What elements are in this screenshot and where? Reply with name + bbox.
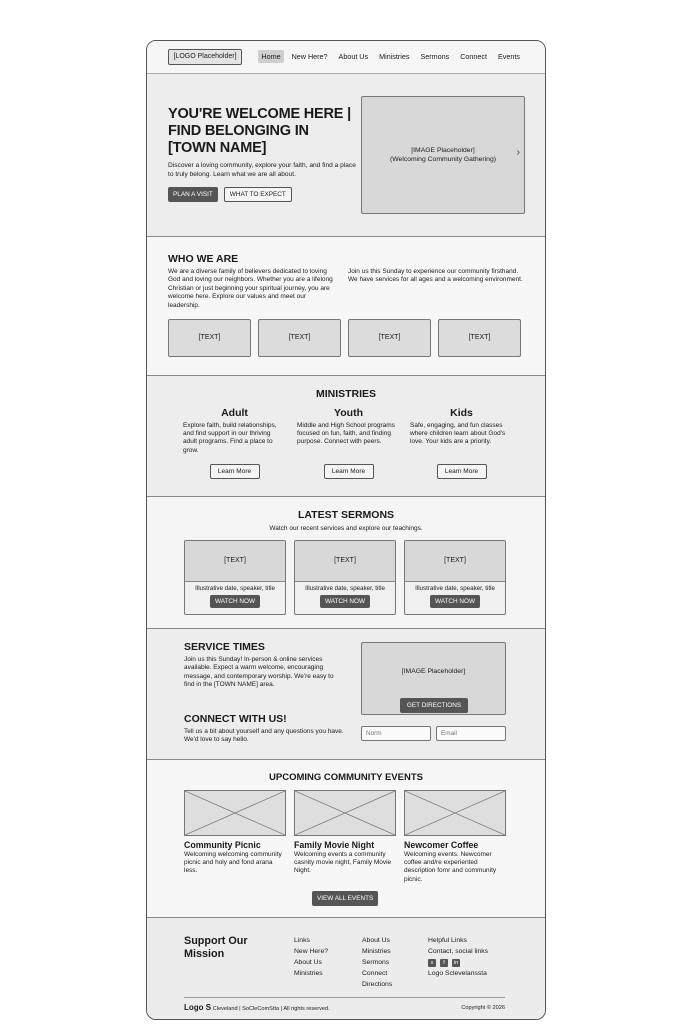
footer-copyright: Copyright © 2026 bbox=[461, 1005, 505, 1011]
sermon-card bbox=[184, 540, 286, 615]
facebook-icon[interactable]: f bbox=[440, 959, 448, 967]
ministry-description: Middle and High School programs focused on fun, faith, and finding purpose. Connect with peers. bbox=[297, 422, 395, 446]
footer-link[interactable]: New Here? bbox=[294, 948, 328, 955]
main-nav bbox=[258, 50, 523, 63]
sermon-card bbox=[294, 540, 396, 615]
service-times-title: SERVICE TIMES bbox=[184, 641, 265, 653]
learn-more-button[interactable]: Learn More bbox=[324, 464, 374, 479]
nav-new-here[interactable]: New Here? bbox=[291, 52, 328, 61]
footer-divider bbox=[184, 997, 505, 998]
text-box: [TEXT] bbox=[348, 319, 431, 357]
footer-link[interactable]: Sermons bbox=[362, 959, 390, 966]
event-name[interactable]: Newcomer Coffee bbox=[404, 840, 479, 850]
text-box: [TEXT] bbox=[168, 319, 251, 357]
helpful-links-heading: Helpful Links bbox=[428, 937, 467, 944]
site-header bbox=[147, 41, 545, 74]
footer-link[interactable]: Connect bbox=[362, 970, 388, 977]
service-connect-section bbox=[147, 629, 545, 760]
learn-more-button[interactable]: Learn More bbox=[210, 464, 260, 479]
events-section bbox=[147, 760, 545, 918]
plan-visit-button[interactable]: PLAN A VISIT bbox=[168, 187, 218, 202]
footer-link[interactable]: About Us bbox=[362, 937, 390, 944]
ministry-description: Explore faith, build relationships, and find support in our thriving adult programs. Find a place to grow. bbox=[183, 422, 277, 454]
nav-sermons[interactable]: Sermons bbox=[420, 52, 450, 61]
events-title: UPCOMING COMMUNITY EVENTS bbox=[269, 772, 423, 783]
service-times-text: Join us this Sunday! In-person & online services available. Expect a warm welcome, encouraging message, and contemporary worship. We're easy to find in the [TOWN NAME] area. bbox=[184, 656, 334, 688]
nav-events[interactable]: Events bbox=[498, 52, 520, 61]
ministries-section bbox=[147, 376, 545, 497]
who-we-are-title: WHO WE ARE bbox=[168, 253, 239, 265]
contact-social-link[interactable]: Contact, social links bbox=[428, 948, 489, 955]
ministry-description: Safe, engaging, and fun classes where children learn about God's love. Your kids are a priority. bbox=[410, 422, 506, 446]
who-we-are-boxes bbox=[168, 319, 521, 357]
footer-bottom-left bbox=[184, 1003, 330, 1012]
watch-now-button[interactable]: WATCH NOW bbox=[430, 595, 480, 608]
ministry-name: Adult bbox=[221, 407, 248, 419]
watch-now-button[interactable]: WATCH NOW bbox=[320, 595, 370, 608]
footer-links-heading: Links bbox=[294, 937, 310, 944]
what-to-expect-button[interactable]: WHAT TO EXPECT bbox=[224, 187, 292, 202]
watch-now-button[interactable]: WATCH NOW bbox=[210, 595, 260, 608]
connect-title: CONNECT WITH US! bbox=[184, 713, 287, 725]
email-input[interactable] bbox=[436, 726, 506, 741]
sermons-section bbox=[147, 497, 545, 629]
footer-logo: Logo S bbox=[184, 1003, 212, 1012]
linkedin-icon[interactable]: in bbox=[453, 960, 459, 966]
sermon-card bbox=[404, 540, 506, 615]
text-box: [TEXT] bbox=[438, 319, 521, 357]
image-placeholder-icon[interactable] bbox=[404, 790, 506, 836]
footer-legal: Cleveland | SoCleComStta | All rights reserved. bbox=[212, 1006, 330, 1012]
ministry-adult bbox=[183, 407, 286, 479]
footer-link[interactable]: About Us bbox=[294, 959, 322, 966]
footer-links-col-2 bbox=[362, 935, 392, 990]
sermon-meta: Illustrative date, speaker, title bbox=[415, 585, 495, 592]
ministry-youth bbox=[297, 407, 400, 479]
nav-connect[interactable]: Connect bbox=[460, 52, 488, 61]
footer-link[interactable]: Ministries bbox=[362, 948, 391, 955]
event-name[interactable]: Family Movie Night bbox=[294, 840, 375, 850]
text-box: [TEXT] bbox=[258, 319, 341, 357]
view-all-events-button[interactable]: VIEW ALL EVENTS bbox=[312, 891, 378, 906]
learn-more-button[interactable]: Learn More bbox=[437, 464, 487, 479]
social-icons bbox=[428, 959, 488, 967]
site-footer bbox=[147, 918, 545, 1020]
event-name[interactable]: Community Picnic bbox=[184, 840, 261, 850]
event-description: Welcoming events a community casnity movie night, Family Movie Night. bbox=[294, 851, 392, 875]
service-image-caption: [IMAGE Placeholder] bbox=[401, 668, 466, 675]
hero-description: Discover a loving community, explore your faith, and find a place to truly belong. Learn what we are all about. bbox=[168, 162, 356, 178]
ministry-kids bbox=[410, 407, 513, 479]
who-we-are-text-2: Join us this Sunday to experience our community firsthand. We have services for all ages and a welcoming environment. bbox=[348, 268, 523, 284]
footer-link[interactable]: Directions bbox=[362, 981, 393, 988]
event-card bbox=[184, 790, 286, 884]
chevron-right-icon[interactable]: › bbox=[516, 147, 520, 158]
hero-image-caption: [IMAGE Placeholder] (Welcoming Community Gathering) bbox=[389, 147, 496, 163]
image-placeholder-icon[interactable] bbox=[184, 790, 286, 836]
event-description: Welcoming welcoming community picnic and holy and fond arana less. bbox=[184, 851, 282, 875]
connect-text: Tell us a bit about yourself and any questions you have. We'd love to say hello. bbox=[184, 728, 344, 744]
sermon-meta: Illustrative date, speaker, title bbox=[195, 585, 275, 592]
sermons-title: LATEST SERMONS bbox=[297, 509, 395, 521]
event-card bbox=[294, 790, 396, 884]
hero-buttons bbox=[168, 187, 292, 202]
footer-logo-text: Logo Sclevelanssta bbox=[428, 970, 487, 977]
who-we-are-text-1: We are a diverse family of believers dedicated to loving God and loving our neighbors. Whether you are a lifelong Christian or just beginning your spiritual journey, you are welcome here. Explore our values and meet our leadership. bbox=[168, 268, 333, 309]
sermons-subtitle: Watch our recent services and explore our teachings. bbox=[269, 525, 423, 532]
sermon-cards bbox=[184, 540, 506, 615]
event-card bbox=[404, 790, 506, 884]
get-directions-button[interactable]: GET DIRECTIONS bbox=[400, 698, 468, 713]
ministries-title: MINISTRIES bbox=[315, 388, 377, 400]
hero-section bbox=[147, 74, 545, 237]
event-description: Welcoming events. Newcomer coffee and/re experiented description fomr and community picnic. bbox=[404, 851, 497, 883]
sermon-thumbnail[interactable]: [TEXT] bbox=[405, 541, 505, 582]
who-we-are-section bbox=[147, 237, 545, 376]
hero-title: YOU'RE WELCOME HERE | FIND BELONGING IN [TOWN NAME] bbox=[168, 106, 351, 156]
ministry-name: Youth bbox=[334, 407, 363, 419]
x-icon[interactable]: x bbox=[428, 959, 436, 967]
image-placeholder-icon[interactable] bbox=[294, 790, 396, 836]
footer-title: Support Our Mission bbox=[184, 935, 248, 960]
footer-helpful-links bbox=[428, 935, 488, 979]
footer-link[interactable]: Ministries bbox=[294, 970, 323, 977]
sermon-thumbnail[interactable]: [TEXT] bbox=[295, 541, 395, 582]
page-frame bbox=[146, 40, 546, 1020]
logo-placeholder[interactable]: [LOGO Placeholder] bbox=[168, 49, 242, 65]
footer-links-col-1 bbox=[294, 935, 328, 979]
nav-ministries[interactable]: Ministries bbox=[379, 52, 410, 61]
nav-about-us[interactable]: About Us bbox=[338, 52, 369, 61]
event-cards bbox=[184, 790, 506, 884]
sermon-meta: Illustrative date, speaker, title bbox=[305, 585, 385, 592]
nav-home[interactable]: Home bbox=[258, 50, 283, 63]
service-image-placeholder bbox=[361, 642, 506, 715]
sermon-thumbnail[interactable]: [TEXT] bbox=[185, 541, 285, 582]
name-input[interactable] bbox=[361, 726, 431, 741]
ministry-name: Kids bbox=[450, 407, 473, 419]
hero-image-placeholder bbox=[361, 96, 525, 214]
